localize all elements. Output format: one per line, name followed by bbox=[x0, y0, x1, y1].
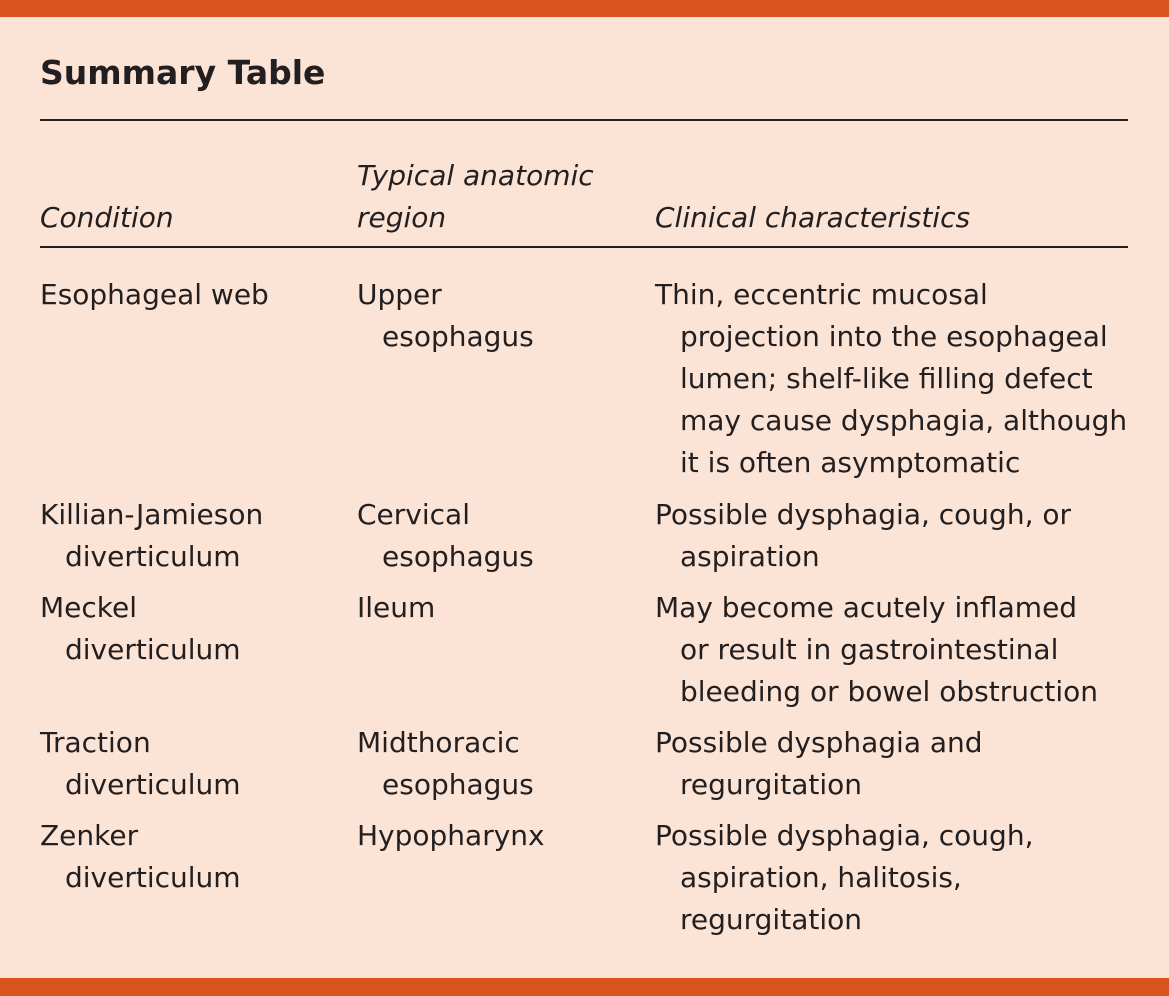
top-accent-bar bbox=[0, 0, 1169, 17]
cell-clinical-line: Possible dysphagia, cough, or bbox=[655, 498, 1072, 531]
cell-region-line: Midthoracic bbox=[357, 726, 520, 759]
cell-region-line: esophagus bbox=[382, 768, 534, 801]
cell-region bbox=[357, 587, 435, 629]
cell-clinical-line: Thin, eccentric mucosal bbox=[655, 278, 988, 311]
cell-clinical-line: regurgitation bbox=[680, 768, 862, 801]
cell-region bbox=[357, 722, 534, 806]
cell-region-line: esophagus bbox=[382, 540, 534, 573]
cell-clinical-line: regurgitation bbox=[680, 903, 862, 936]
cell-condition-line: Killian-Jamieson bbox=[40, 498, 264, 531]
cell-clinical bbox=[655, 587, 1098, 713]
cell-clinical-line: it is often asymptomatic bbox=[680, 446, 1021, 479]
cell-region-line: Hypopharynx bbox=[357, 819, 545, 852]
cell-clinical-line: aspiration, halitosis, bbox=[680, 861, 962, 894]
cell-condition-line: Esophageal web bbox=[40, 278, 269, 311]
cell-clinical-line: Possible dysphagia and bbox=[655, 726, 983, 759]
cell-clinical-line: Possible dysphagia, cough, bbox=[655, 819, 1034, 852]
cell-clinical-line: projection into the esophageal bbox=[680, 320, 1108, 353]
header-region-line2: region bbox=[357, 201, 447, 234]
cell-condition-line: diverticulum bbox=[65, 861, 241, 894]
cell-region bbox=[357, 274, 534, 358]
cell-clinical bbox=[655, 815, 1033, 941]
cell-region bbox=[357, 815, 545, 857]
cell-condition-line: diverticulum bbox=[65, 633, 241, 666]
cell-clinical bbox=[655, 494, 1071, 578]
table-title: Summary Table bbox=[40, 53, 326, 92]
header-region-line1: Typical anatomic bbox=[357, 159, 594, 192]
cell-region bbox=[357, 494, 534, 578]
cell-condition-line: Zenker bbox=[40, 819, 139, 852]
title-divider bbox=[40, 119, 1128, 121]
cell-clinical-line: bleeding or bowel obstruction bbox=[680, 675, 1098, 708]
cell-clinical bbox=[655, 722, 983, 806]
cell-clinical-line: May become acutely inflamed bbox=[655, 591, 1078, 624]
cell-clinical-line: aspiration bbox=[680, 540, 820, 573]
cell-condition bbox=[40, 494, 263, 578]
header-condition: Condition bbox=[40, 201, 174, 234]
cell-clinical-line: or result in gastrointestinal bbox=[680, 633, 1059, 666]
cell-clinical-line: lumen; shelf-like filling defect bbox=[680, 362, 1093, 395]
cell-condition bbox=[40, 587, 241, 671]
cell-condition-line: Meckel bbox=[40, 591, 138, 624]
cell-condition-line: Traction bbox=[40, 726, 151, 759]
cell-condition bbox=[40, 815, 241, 899]
cell-region-line: Ileum bbox=[357, 591, 436, 624]
cell-region-line: Cervical bbox=[357, 498, 470, 531]
cell-region-line: Upper bbox=[357, 278, 442, 311]
header-clinical: Clinical characteristics bbox=[655, 201, 971, 234]
cell-condition bbox=[40, 274, 269, 316]
header-divider bbox=[40, 246, 1128, 248]
cell-region-line: esophagus bbox=[382, 320, 534, 353]
bottom-accent-bar bbox=[0, 978, 1169, 996]
cell-condition-line: diverticulum bbox=[65, 768, 241, 801]
cell-clinical bbox=[655, 274, 1127, 484]
cell-clinical-line: may cause dysphagia, although bbox=[680, 404, 1128, 437]
cell-condition-line: diverticulum bbox=[65, 540, 241, 573]
cell-condition bbox=[40, 722, 241, 806]
